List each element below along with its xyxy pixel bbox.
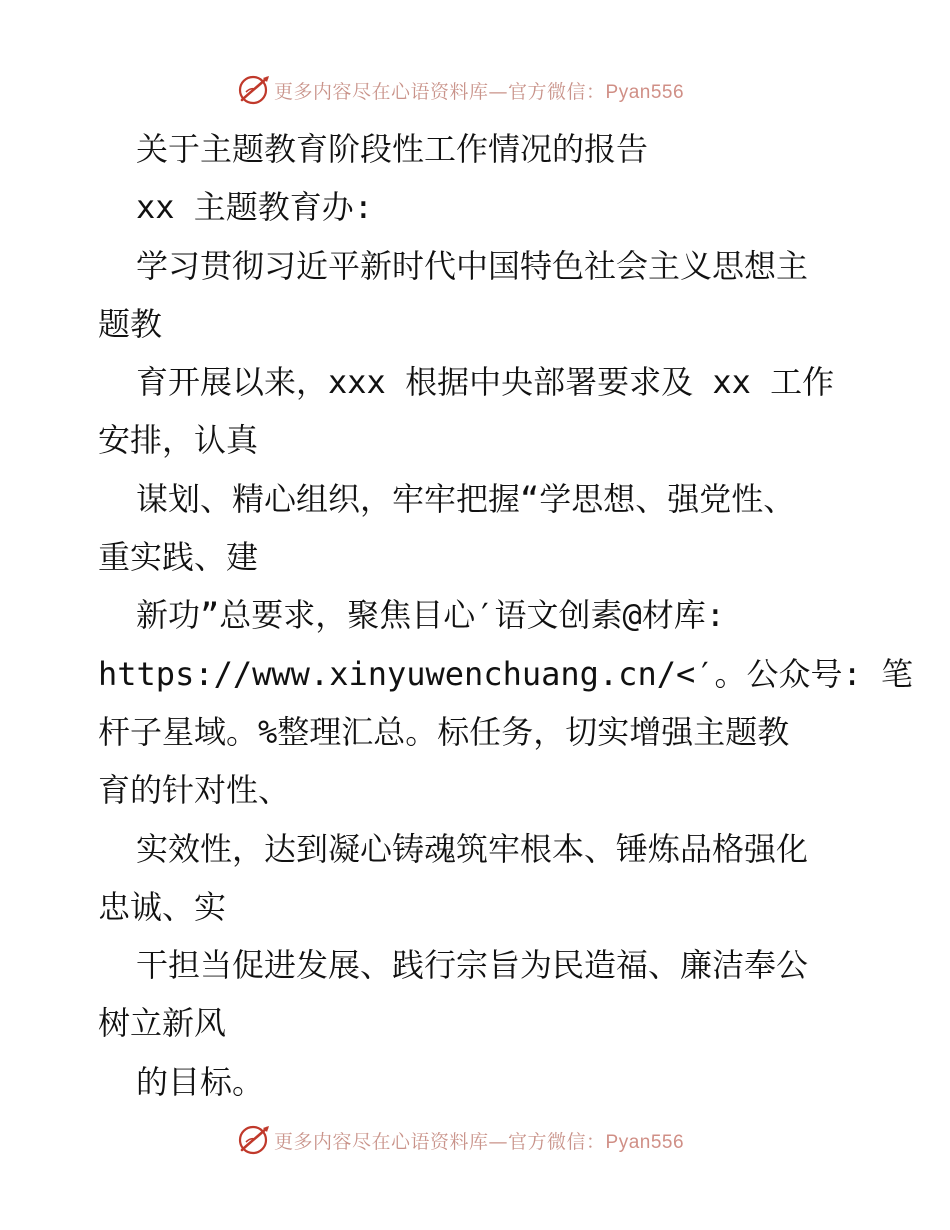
text-line: 实效性，达到凝心铸魂筑牢根本、锤炼品格强化 xyxy=(136,829,809,868)
document-title: 关于主题教育阶段性工作情况的报告 xyxy=(136,130,649,168)
text-line: https://www.xinyuwenchuang.cn/<′。公众号: 笔 xyxy=(98,654,914,693)
text-line: 安排，认真 xyxy=(98,421,259,460)
header-watermark xyxy=(236,70,684,110)
text-line: 的目标。 xyxy=(136,1062,265,1101)
watermark-text: 更多内容尽在心语资料库—官方微信： xyxy=(274,1130,606,1153)
watermark-text: 更多内容尽在心语资料库—官方微信： xyxy=(274,80,606,103)
watermark-id: Pyan556 xyxy=(605,81,685,103)
pen-logo-icon xyxy=(236,1122,272,1158)
document-body xyxy=(98,120,914,1111)
text-line: 题教 xyxy=(98,304,163,343)
text-line: xx 主题教育办: xyxy=(136,188,374,227)
text-line: 育开展以来，xxx 根据中央部署要求及 xx 工作 xyxy=(136,363,835,402)
text-line: 忠诚、实 xyxy=(98,887,227,926)
text-line: 新功”总要求，聚焦目心′语文创素@材库: xyxy=(136,596,726,635)
text-line: 学习贯彻习近平新时代中国特色社会主义思想主 xyxy=(136,246,809,285)
watermark-id: Pyan556 xyxy=(605,1131,685,1153)
text-line: 重实践、建 xyxy=(98,538,259,577)
text-line: 干担当促进发展、践行宗旨为民造福、廉洁奉公 xyxy=(136,946,809,985)
text-line: 育的针对性、 xyxy=(98,771,291,810)
text-line: 杆子星域。%整理汇总。标任务，切实增强主题教 xyxy=(98,712,790,751)
text-line: 谋划、精心组织，牢牢把握“学思想、强党性、 xyxy=(136,479,796,518)
pen-logo-icon xyxy=(236,72,272,108)
text-line: 树立新风 xyxy=(98,1004,227,1043)
footer-watermark xyxy=(236,1120,684,1160)
